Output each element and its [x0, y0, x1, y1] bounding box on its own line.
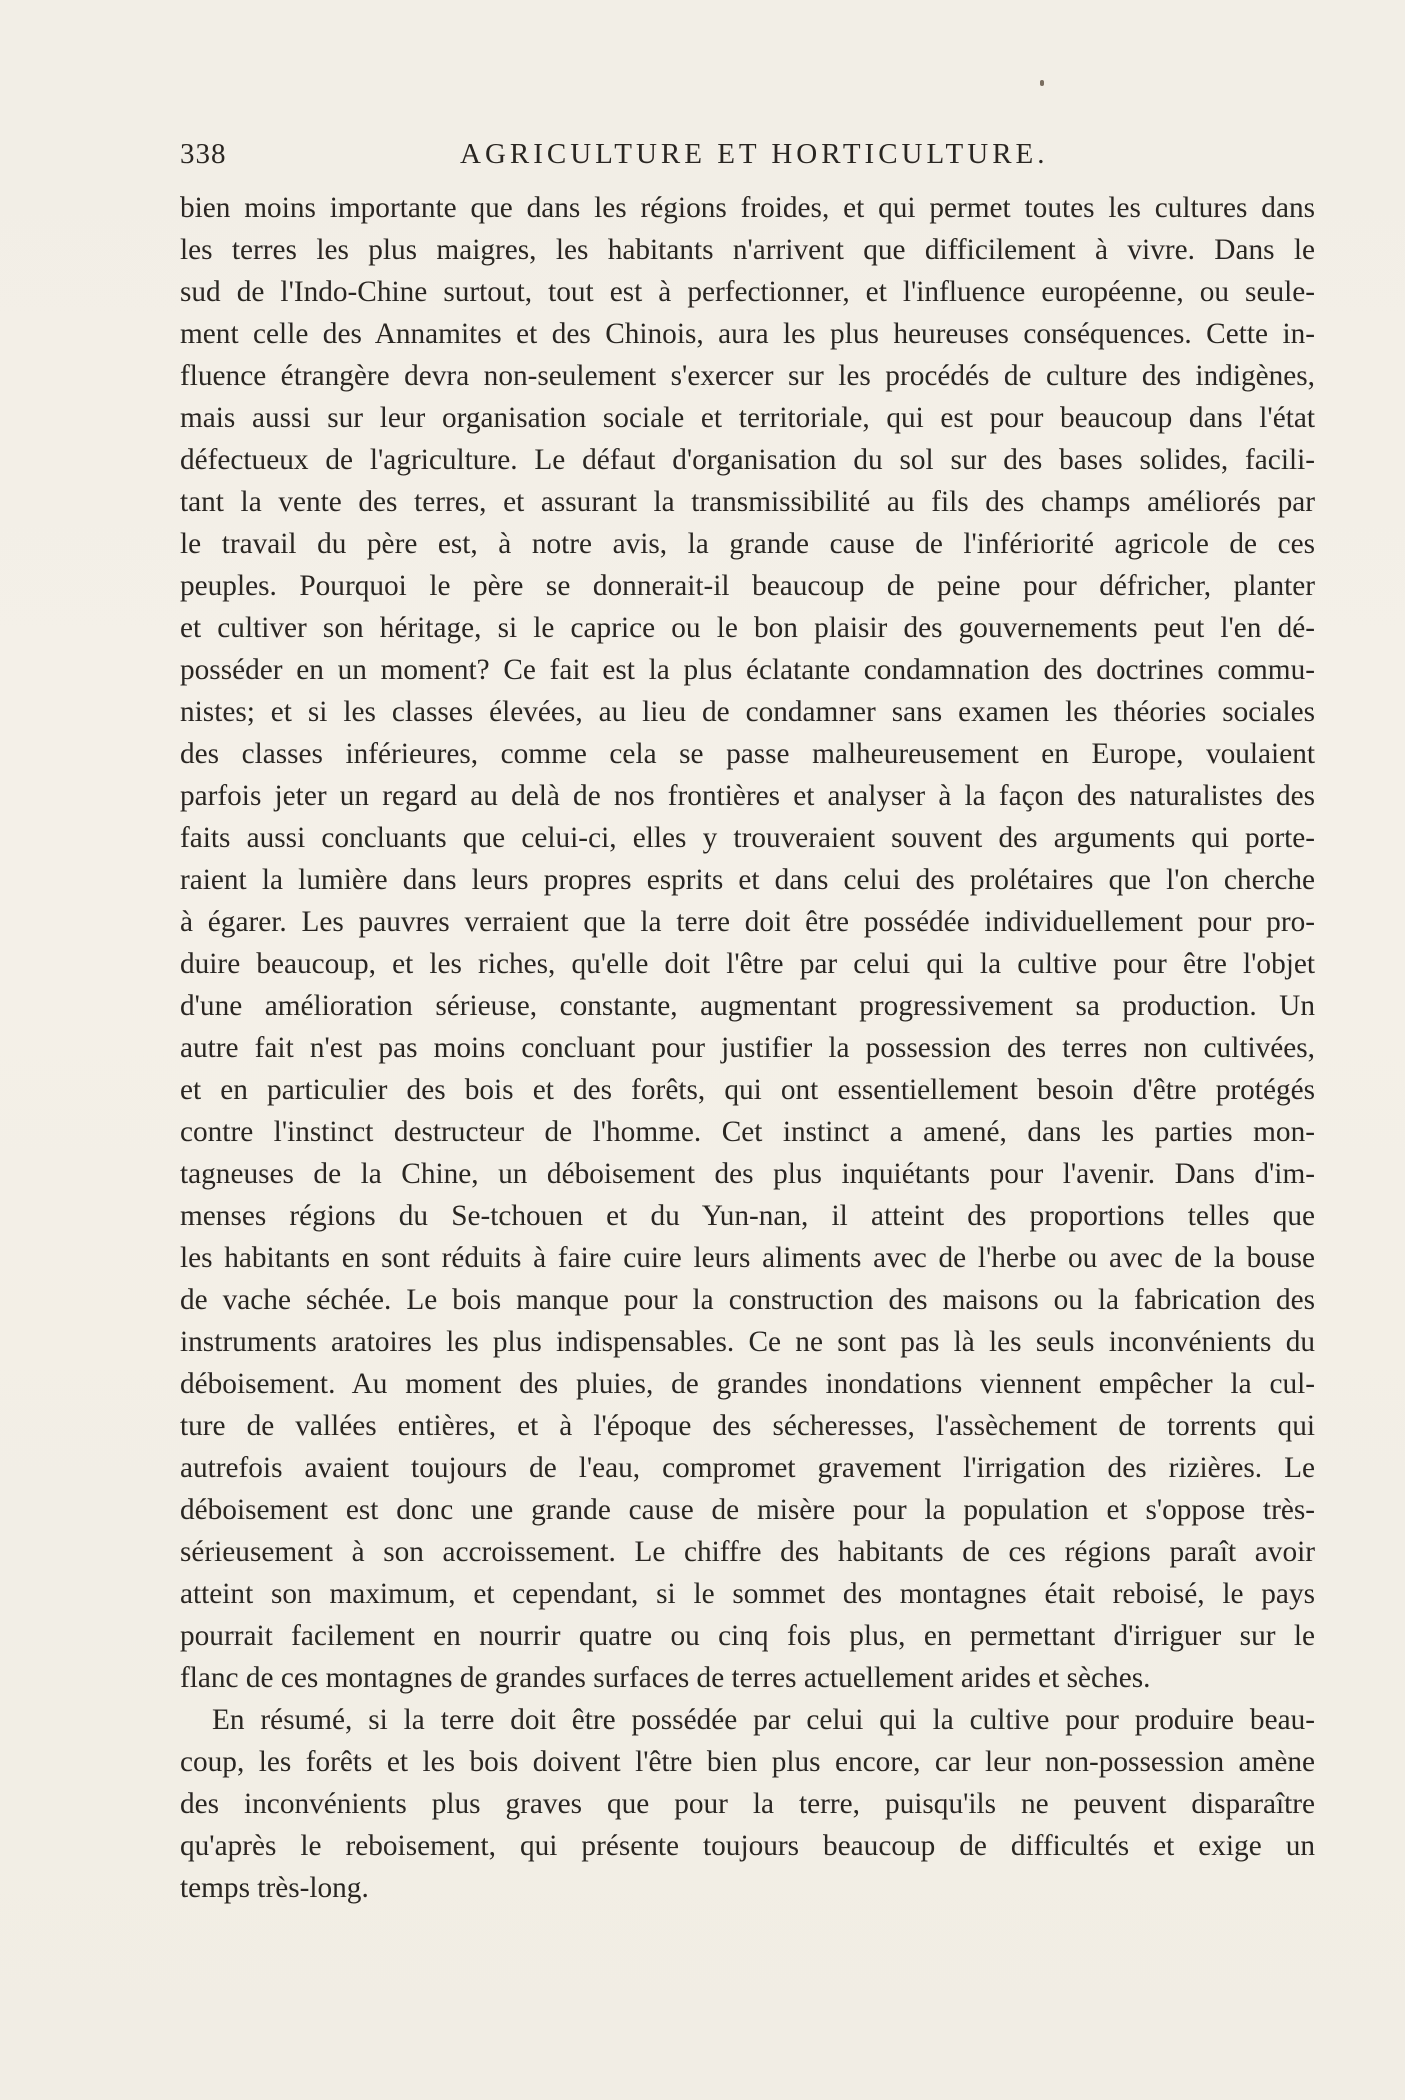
text-line: instruments aratoires les plus indispensables. Ce ne sont pas là les seuls inconvénients du: [180, 1326, 1315, 1358]
text-line: contre l'instinct destructeur de l'homme. Cet instinct a amené, dans les parties mon-: [180, 1116, 1315, 1148]
text-line: En résumé, si la terre doit être possédée par celui qui la cultive pour produire beau-: [212, 1704, 1315, 1736]
text-line: tagneuses de la Chine, un déboisement des plus inquiétants pour l'avenir. Dans d'im-: [180, 1158, 1315, 1190]
text-line: ture de vallées entières, et à l'époque des sécheresses, l'assèchement de torrents qui: [180, 1410, 1315, 1442]
running-title: AGRICULTURE ET HORTICULTURE.: [460, 138, 1049, 170]
text-line: les habitants en sont réduits à faire cuire leurs aliments avec de l'herbe ou avec de la bouse: [180, 1242, 1315, 1274]
body-text: [180, 187, 1315, 1909]
text-line: le travail du père est, à notre avis, la grande cause de l'infériorité agricole de ces: [180, 528, 1315, 560]
text-line: qu'après le reboisement, qui présente toujours beaucoup de difficultés et exige un: [180, 1830, 1315, 1862]
text-line: des inconvénients plus graves que pour la terre, puisqu'ils ne peuvent disparaître: [180, 1788, 1315, 1820]
text-line: ment celle des Annamites et des Chinois, aura les plus heureuses conséquences. Cette in-: [180, 318, 1315, 350]
text-line: faits aussi concluants que celui-ci, elles y trouveraient souvent des arguments qui porte-: [180, 822, 1315, 854]
text-line: de vache séchée. Le bois manque pour la construction des maisons ou la fabrication des: [180, 1284, 1315, 1316]
text-line: autrefois avaient toujours de l'eau, compromet gravement l'irrigation des rizières. Le: [180, 1452, 1315, 1484]
page-number: 338: [180, 138, 227, 170]
text-line: pourrait facilement en nourrir quatre ou cinq fois plus, en permettant d'irriguer sur le: [180, 1620, 1315, 1652]
text-line: tant la vente des terres, et assurant la transmissibilité au fils des champs améliorés par: [180, 486, 1315, 518]
text-line: déboisement est donc une grande cause de misère pour la population et s'oppose très-: [180, 1494, 1315, 1526]
text-line: posséder en un moment? Ce fait est la plus éclatante condamnation des doctrines commu-: [180, 654, 1315, 686]
text-line: menses régions du Se-tchouen et du Yun-nan, il atteint des proportions telles que: [180, 1200, 1315, 1232]
text-line: défectueux de l'agriculture. Le défaut d'organisation du sol sur des bases solides, facili-: [180, 444, 1315, 476]
text-line: sud de l'Indo-Chine surtout, tout est à perfectionner, et l'influence européenne, ou seule-: [180, 276, 1315, 308]
text-line: parfois jeter un regard au delà de nos frontières et analyser à la façon des naturalistes des: [180, 780, 1315, 812]
text-line: mais aussi sur leur organisation sociale et territoriale, qui est pour beaucoup dans l'état: [180, 402, 1315, 434]
text-line: temps très-long.: [180, 1872, 369, 1904]
text-line: sérieusement à son accroissement. Le chiffre des habitants de ces régions paraît avoir: [180, 1536, 1315, 1568]
text-line: et en particulier des bois et des forêts, qui ont essentiellement besoin d'être protégés: [180, 1074, 1315, 1106]
text-line: autre fait n'est pas moins concluant pour justifier la possession des terres non cultivées,: [180, 1032, 1315, 1064]
text-line: atteint son maximum, et cependant, si le sommet des montagnes était reboisé, le pays: [180, 1578, 1315, 1610]
page-header: [180, 138, 1315, 178]
text-line: les terres les plus maigres, les habitants n'arrivent que difficilement à vivre. Dans le: [180, 234, 1315, 266]
text-line: et cultiver son héritage, si le caprice ou le bon plaisir des gouvernements peut l'en dé-: [180, 612, 1315, 644]
text-line: bien moins importante que dans les régions froides, et qui permet toutes les cultures dans: [180, 192, 1315, 224]
text-line: fluence étrangère devra non-seulement s'exercer sur les procédés de culture des indigènes,: [180, 360, 1315, 392]
text-line: duire beaucoup, et les riches, qu'elle doit l'être par celui qui la cultive pour être l'objet: [180, 948, 1315, 980]
text-line: coup, les forêts et les bois doivent l'être bien plus encore, car leur non-possession amène: [180, 1746, 1315, 1778]
paragraph: [180, 187, 1315, 1699]
paragraph: [180, 1699, 1315, 1909]
text-line: d'une amélioration sérieuse, constante, augmentant progressivement sa production. Un: [180, 990, 1315, 1022]
text-line: des classes inférieures, comme cela se passe malheureusement en Europe, voulaient: [180, 738, 1315, 770]
text-line: raient la lumière dans leurs propres esprits et dans celui des prolétaires que l'on cherche: [180, 864, 1315, 896]
text-line: à égarer. Les pauvres verraient que la terre doit être possédée individuellement pour pro-: [180, 906, 1315, 938]
text-line: peuples. Pourquoi le père se donnerait-il beaucoup de peine pour défricher, planter: [180, 570, 1315, 602]
text-line: nistes; et si les classes élevées, au lieu de condamner sans examen les théories sociales: [180, 696, 1315, 728]
ink-speck: [1040, 80, 1044, 86]
text-line: flanc de ces montagnes de grandes surfaces de terres actuellement arides et sèches.: [180, 1662, 1151, 1694]
text-line: déboisement. Au moment des pluies, de grandes inondations viennent empêcher la cul-: [180, 1368, 1315, 1400]
